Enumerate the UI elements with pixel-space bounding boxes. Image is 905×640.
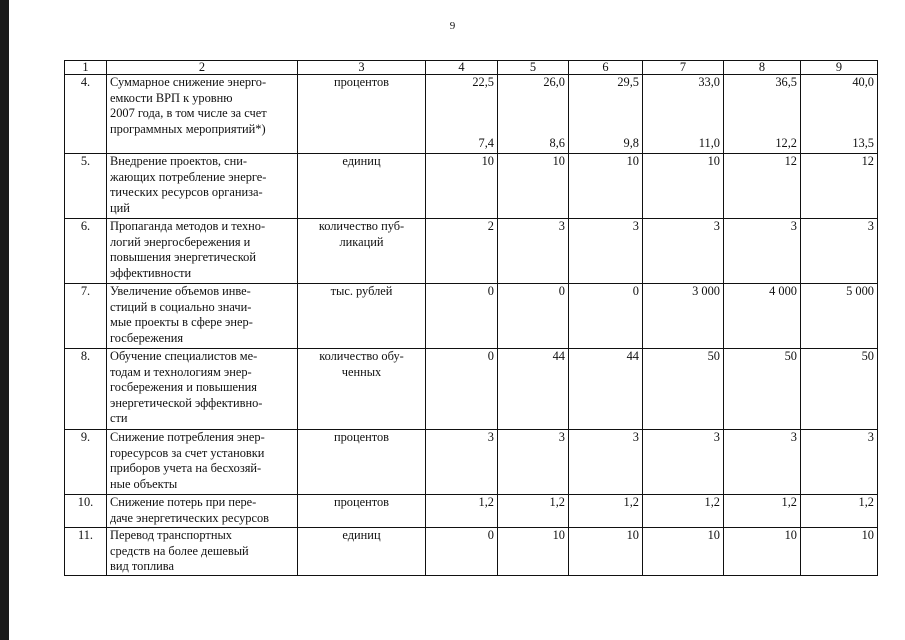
scan-binding-edge — [0, 0, 9, 640]
header-cell: 5 — [498, 61, 569, 75]
value-programmatic: 12,2 — [775, 136, 797, 151]
row-number: 9. — [65, 430, 107, 495]
indicator-name: Снижение потребления энер- горесурсов за счет установки приборов учета на бесхозяй- ные объекты — [107, 430, 298, 495]
value: 10 — [724, 528, 801, 576]
value: 1,2 — [801, 495, 878, 528]
value-programmatic: 11,0 — [698, 136, 720, 151]
indicator-name: Суммарное снижение энерго- емкости ВРП к уровню 2007 года, в том числе за счет программных мероприятий*) — [107, 75, 298, 154]
value: 10 — [569, 154, 643, 219]
table-row — [65, 495, 878, 528]
row-number: 5. — [65, 154, 107, 219]
value: 1,2 — [724, 495, 801, 528]
table-row — [65, 528, 878, 576]
indicator-name: Снижение потерь при пере- даче энергетических ресурсов — [107, 495, 298, 528]
indicator-name: Обучение специалистов ме- тодам и технологиям энер- госбережения и повышения энергетической эффективно- сти — [107, 349, 298, 430]
value-cell — [498, 75, 569, 154]
value: 10 — [643, 528, 724, 576]
header-cell: 4 — [426, 61, 498, 75]
value: 33,0 — [698, 75, 720, 89]
unit: процентов — [298, 495, 426, 528]
header-cell: 7 — [643, 61, 724, 75]
row-number: 6. — [65, 219, 107, 284]
value: 3 — [498, 430, 569, 495]
value: 44 — [569, 349, 643, 430]
value: 10 — [643, 154, 724, 219]
header-cell: 6 — [569, 61, 643, 75]
page-number: 9 — [449, 20, 456, 32]
value: 2 — [426, 219, 498, 284]
value: 22,5 — [472, 75, 494, 89]
header-cell: 3 — [298, 61, 426, 75]
value-cell — [426, 75, 498, 154]
indicator-name: Увеличение объемов инве- стиций в социально значи- мые проекты в сфере энер- госбережения — [107, 284, 298, 349]
table-row — [65, 349, 878, 430]
value: 10 — [569, 528, 643, 576]
indicator-name: Перевод транспортных средств на более дешевый вид топлива — [107, 528, 298, 576]
header-cell: 9 — [801, 61, 878, 75]
value: 3 — [801, 219, 878, 284]
value-programmatic: 13,5 — [852, 136, 874, 151]
value: 12 — [801, 154, 878, 219]
value-programmatic: 9,8 — [623, 136, 639, 151]
table-row — [65, 219, 878, 284]
header-cell: 1 — [65, 61, 107, 75]
value-cell — [724, 75, 801, 154]
value: 0 — [426, 284, 498, 349]
unit: количество пуб- ликаций — [298, 219, 426, 284]
row-number: 8. — [65, 349, 107, 430]
value: 3 — [643, 219, 724, 284]
value: 50 — [643, 349, 724, 430]
unit: единиц — [298, 528, 426, 576]
value: 50 — [724, 349, 801, 430]
value: 26,0 — [543, 75, 565, 89]
unit: процентов — [298, 430, 426, 495]
value-cell — [643, 75, 724, 154]
table-row — [65, 284, 878, 349]
value: 0 — [569, 284, 643, 349]
indicator-name: Пропаганда методов и техно- логий энергосбережения и повышения энергетической эффективности — [107, 219, 298, 284]
value: 10 — [498, 154, 569, 219]
value-cell — [569, 75, 643, 154]
value: 0 — [498, 284, 569, 349]
header-cell: 2 — [107, 61, 298, 75]
value: 29,5 — [617, 75, 639, 89]
unit: количество обу- ченных — [298, 349, 426, 430]
table-row — [65, 154, 878, 219]
value: 44 — [498, 349, 569, 430]
unit: единиц — [298, 154, 426, 219]
indicator-name: Внедрение проектов, сни- жающих потребление энерге- тических ресурсов организа- ций — [107, 154, 298, 219]
value: 3 — [426, 430, 498, 495]
unit: тыс. рублей — [298, 284, 426, 349]
value-cell — [801, 75, 878, 154]
value: 3 — [498, 219, 569, 284]
value: 4 000 — [724, 284, 801, 349]
value: 10 — [498, 528, 569, 576]
value: 1,2 — [426, 495, 498, 528]
value: 0 — [426, 528, 498, 576]
value: 3 — [569, 219, 643, 284]
value: 1,2 — [643, 495, 724, 528]
value: 3 — [724, 219, 801, 284]
value: 10 — [426, 154, 498, 219]
value: 5 000 — [801, 284, 878, 349]
value: 12 — [724, 154, 801, 219]
value: 3 000 — [643, 284, 724, 349]
table-row — [65, 430, 878, 495]
value: 50 — [801, 349, 878, 430]
value: 3 — [801, 430, 878, 495]
value-programmatic: 7,4 — [478, 136, 494, 151]
value: 36,5 — [775, 75, 797, 89]
value: 0 — [426, 349, 498, 430]
value: 3 — [569, 430, 643, 495]
row-number: 7. — [65, 284, 107, 349]
value-programmatic: 8,6 — [549, 136, 565, 151]
table-row — [65, 75, 878, 154]
header-cell: 8 — [724, 61, 801, 75]
value: 10 — [801, 528, 878, 576]
value: 1,2 — [569, 495, 643, 528]
value: 40,0 — [852, 75, 874, 89]
unit: процентов — [298, 75, 426, 154]
value: 3 — [724, 430, 801, 495]
row-number: 11. — [65, 528, 107, 576]
value: 1,2 — [498, 495, 569, 528]
row-number: 4. — [65, 75, 107, 154]
row-number: 10. — [65, 495, 107, 528]
value: 3 — [643, 430, 724, 495]
table-header-row — [65, 61, 878, 75]
indicators-table — [64, 60, 878, 576]
